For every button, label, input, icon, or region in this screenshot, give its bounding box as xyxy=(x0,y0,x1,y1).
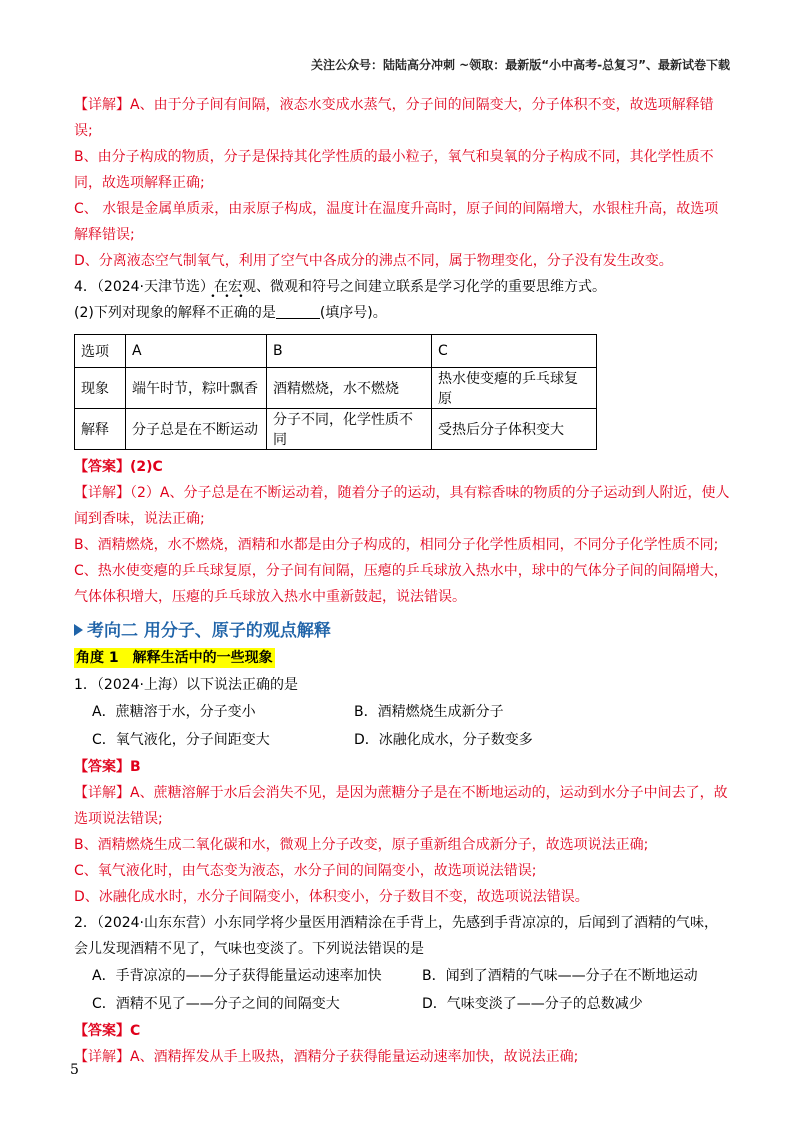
table-row xyxy=(75,409,597,450)
question-2-stem: 2．（2024·山东东营）小东同学将少量医用酒精涂在手背上，先感到手背凉凉的，后闻到了酒精的气味，会儿发现酒精不见了，气味也变淡了。下列说法错误的是 xyxy=(74,915,718,957)
options-row xyxy=(74,962,730,990)
option: B．闻到了酒精的气味——分子在不断地运动 xyxy=(422,968,698,984)
option: A．蔗糖溶于水，分子变小 xyxy=(92,704,256,720)
table-cell: 分子总是在不断运动 xyxy=(126,409,267,450)
options-row xyxy=(74,990,730,1018)
page-content xyxy=(74,92,730,1070)
detail-line: B、酒精燃烧，水不燃烧，酒精和水都是由分子构成的，相同分子化学性质相同，不同分子化学性质不同; xyxy=(74,537,719,553)
option: C．酒精不见了——分子之间的间隔变大 xyxy=(92,996,340,1012)
detail-line: 【详解】A、蔗糖溶解于水后会消失不见，是因为蔗糖分子是在不断地运动的，运动到水分子中间去了，故选项说法错误; xyxy=(74,785,728,827)
table-cell: 分子不同，化学性质不同 xyxy=(267,409,432,450)
table-cell: 端午时节，粽叶飘香 xyxy=(126,368,267,409)
detail-line: C、热水使变瘪的乒乓球复原，分子间有间隔，压瘪的乒乓球放入热水中，球中的气体分子间的间隔增大，气体体积增大，压瘪的乒乓球放入热水中重新鼓起，说法错误。 xyxy=(74,563,728,605)
detail-line: 【详解】（2）A、分子总是在不断运动着，随着分子的运动，具有粽香味的物质的分子运动到人附近，使人闻到香味，说法正确; xyxy=(74,485,730,527)
page-number: 5 xyxy=(70,1062,79,1078)
detail-line: 【详解】A、由于分子间有间隔，液态水变成水蒸气，分子间的间隔变大，分子体积不变，故选项解释错误; xyxy=(74,97,714,139)
answer-line: 【答案】B xyxy=(74,759,141,775)
detail-line: 【详解】A、酒精挥发从手上吸热，酒精分子获得能量运动速率加快，故说法正确; xyxy=(74,1049,579,1065)
table-cell: 现象 xyxy=(75,368,126,409)
table-cell: 酒精燃烧，水不燃烧 xyxy=(267,368,432,409)
options-row xyxy=(74,698,730,726)
table-cell: 热水使变瘪的乒乓球复原 xyxy=(432,368,597,409)
emphasis-char: 不 xyxy=(205,305,220,321)
page-header: 关注公众号：陆陆高分冲刺 ~领取：最新版“小中高考-总复习”、最新试卷下载 xyxy=(311,58,730,72)
table-cell: A xyxy=(126,335,267,368)
table-row xyxy=(75,368,597,409)
table-cell: 解释 xyxy=(75,409,126,450)
option: C．氧气液化，分子间距变大 xyxy=(92,732,270,748)
answer-line: 【答案】C xyxy=(74,1023,141,1039)
question-4-sub: (2)下列对现象的解释不正确的是 (填序号)。 xyxy=(74,305,387,321)
option: D．冰融化成水，分子数变多 xyxy=(354,732,533,748)
detail-line: B、酒精燃烧生成二氧化碳和水，微观上分子改变，原子重新组合成新分子，故选项说法正确; xyxy=(74,837,649,853)
detail-line: C、 水银是金属单质汞，由汞原子构成，温度计在温度升高时，原子间的间隔增大，水银柱升高，故选项解释错误; xyxy=(74,201,719,243)
table-cell: 受热后分子体积变大 xyxy=(432,409,597,450)
table-cell: B xyxy=(267,335,432,368)
option: D．气味变淡了——分子的总数减少 xyxy=(422,996,643,1012)
question-4-stem: 4．（2024·天津节选）在宏观、微观和符号之间建立联系是学习化学的重要思维方式。 xyxy=(74,279,606,295)
table-cell: C xyxy=(432,335,597,368)
option: A．手背凉凉的——分子获得能量运动速率加快 xyxy=(92,968,382,984)
angle-label: 角度 1 解释生活中的一些现象 xyxy=(76,650,273,666)
answer-line: 【答案】(2)C xyxy=(74,459,163,475)
table-row xyxy=(75,335,597,368)
options-table xyxy=(74,334,597,450)
detail-line: D、冰融化成水时，水分子间隔变小，体积变小，分子数目不变，故选项说法错误。 xyxy=(74,889,589,905)
triangle-bullet-icon xyxy=(74,624,83,636)
option: B．酒精燃烧生成新分子 xyxy=(354,704,504,720)
detail-line: B、由分子构成的物质，分子是保持其化学性质的最小粒子，氧气和臭氧的分子构成不同，其化学性质不同，故选项解释正确; xyxy=(74,149,714,191)
table-cell: 选项 xyxy=(75,335,126,368)
detail-line: C、氧气液化时，由气态变为液态，水分子间的间隔变小，故选项说法错误; xyxy=(74,863,537,879)
answer-blank xyxy=(276,304,320,319)
question-1-stem: 1．（2024·上海）以下说法正确的是 xyxy=(74,677,298,693)
section-title: 考向二 用分子、原子的观点解释 xyxy=(74,616,730,646)
detail-line: D、分离液态空气制氧气，利用了空气中各成分的沸点不同，属于物理变化，分子没有发生改变。 xyxy=(74,253,673,269)
emphasis-char: 正 xyxy=(219,305,234,321)
emphasis-char: 确 xyxy=(233,305,248,321)
options-row xyxy=(74,726,730,754)
